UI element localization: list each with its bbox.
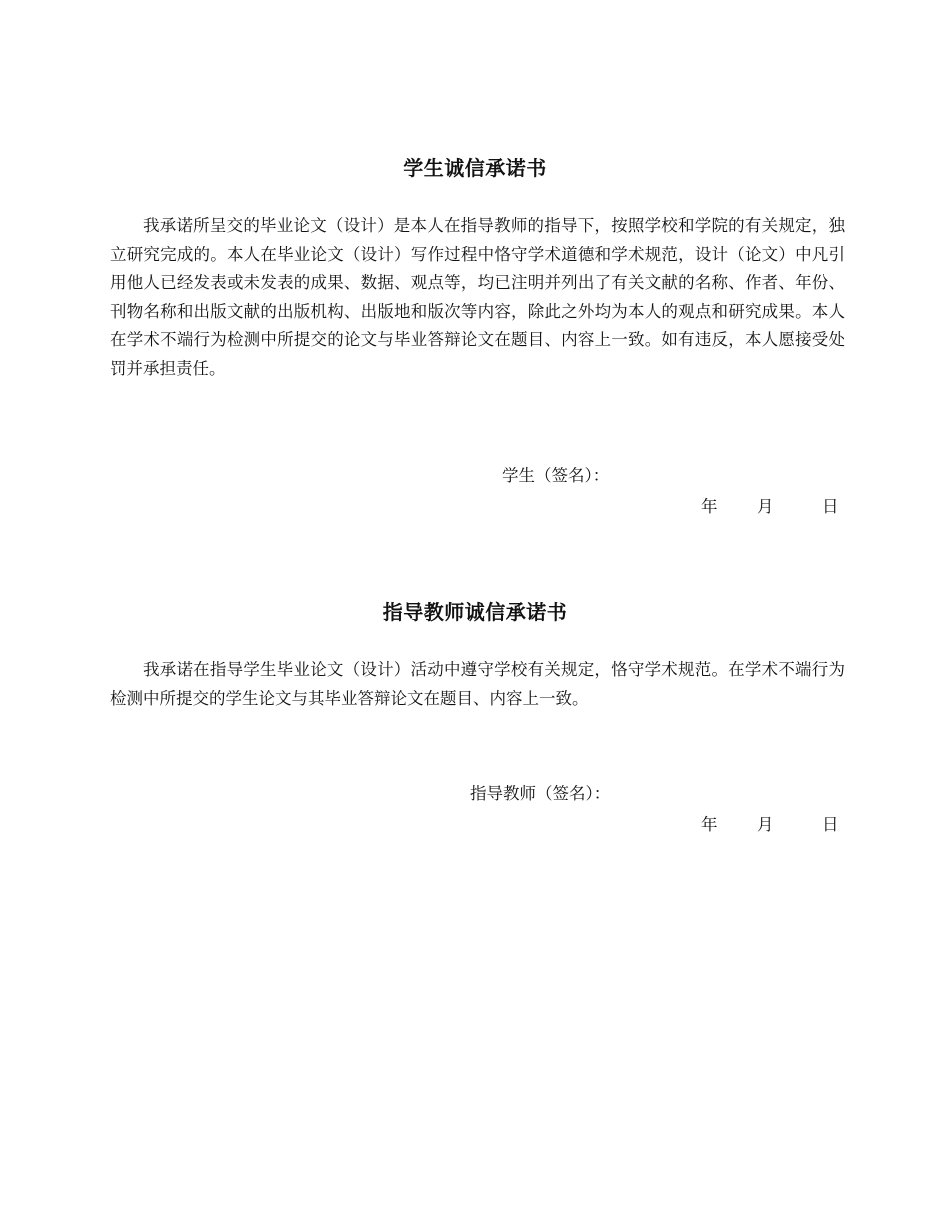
teacher-signature-label: 指导教师（签名）： xyxy=(470,784,611,803)
teacher-pledge-body: 我承诺在指导学生毕业论文（设计）活动中遵守学校有关规定，恪守学术规范。在学术不端行为检测中所提交的学生论文与其毕业答辩论文在题目、内容上一致。 xyxy=(110,660,845,708)
student-date-month: 月 xyxy=(757,497,774,516)
teacher-date-month: 月 xyxy=(757,815,774,834)
student-pledge-body: 我承诺所呈交的毕业论文（设计）是本人在指导教师的指导下，按照学校和学院的有关规定，独立研究完成的。本人在毕业论文（设计）写作过程中恪守学术道德和学术规范，设计（论文）中凡引用他人已经发表或未发表的成果、数据、观点等，均已注明并列出了有关文献的名称、作者、年份、刊物名称和出版文献的出版机构、出版地和版次等内容，除此之外均为本人的观点和研究成果。本人在学术不端行为检测中所提交的论文与毕业答辩论文在题目、内容上一致。如有违反，本人愿接受处罚并承担责任。 xyxy=(110,216,845,378)
teacher-date-line xyxy=(690,813,850,837)
student-signature-label: 学生（签名）： xyxy=(502,466,610,485)
teacher-date-day: 日 xyxy=(822,815,839,834)
teacher-pledge-title: 指导教师诚信承诺书 xyxy=(382,600,568,624)
student-date-day: 日 xyxy=(822,497,839,516)
student-pledge-title: 学生诚信承诺书 xyxy=(403,156,547,180)
student-date-year: 年 xyxy=(701,497,718,516)
student-date-line xyxy=(690,495,850,519)
teacher-date-year: 年 xyxy=(701,815,718,834)
